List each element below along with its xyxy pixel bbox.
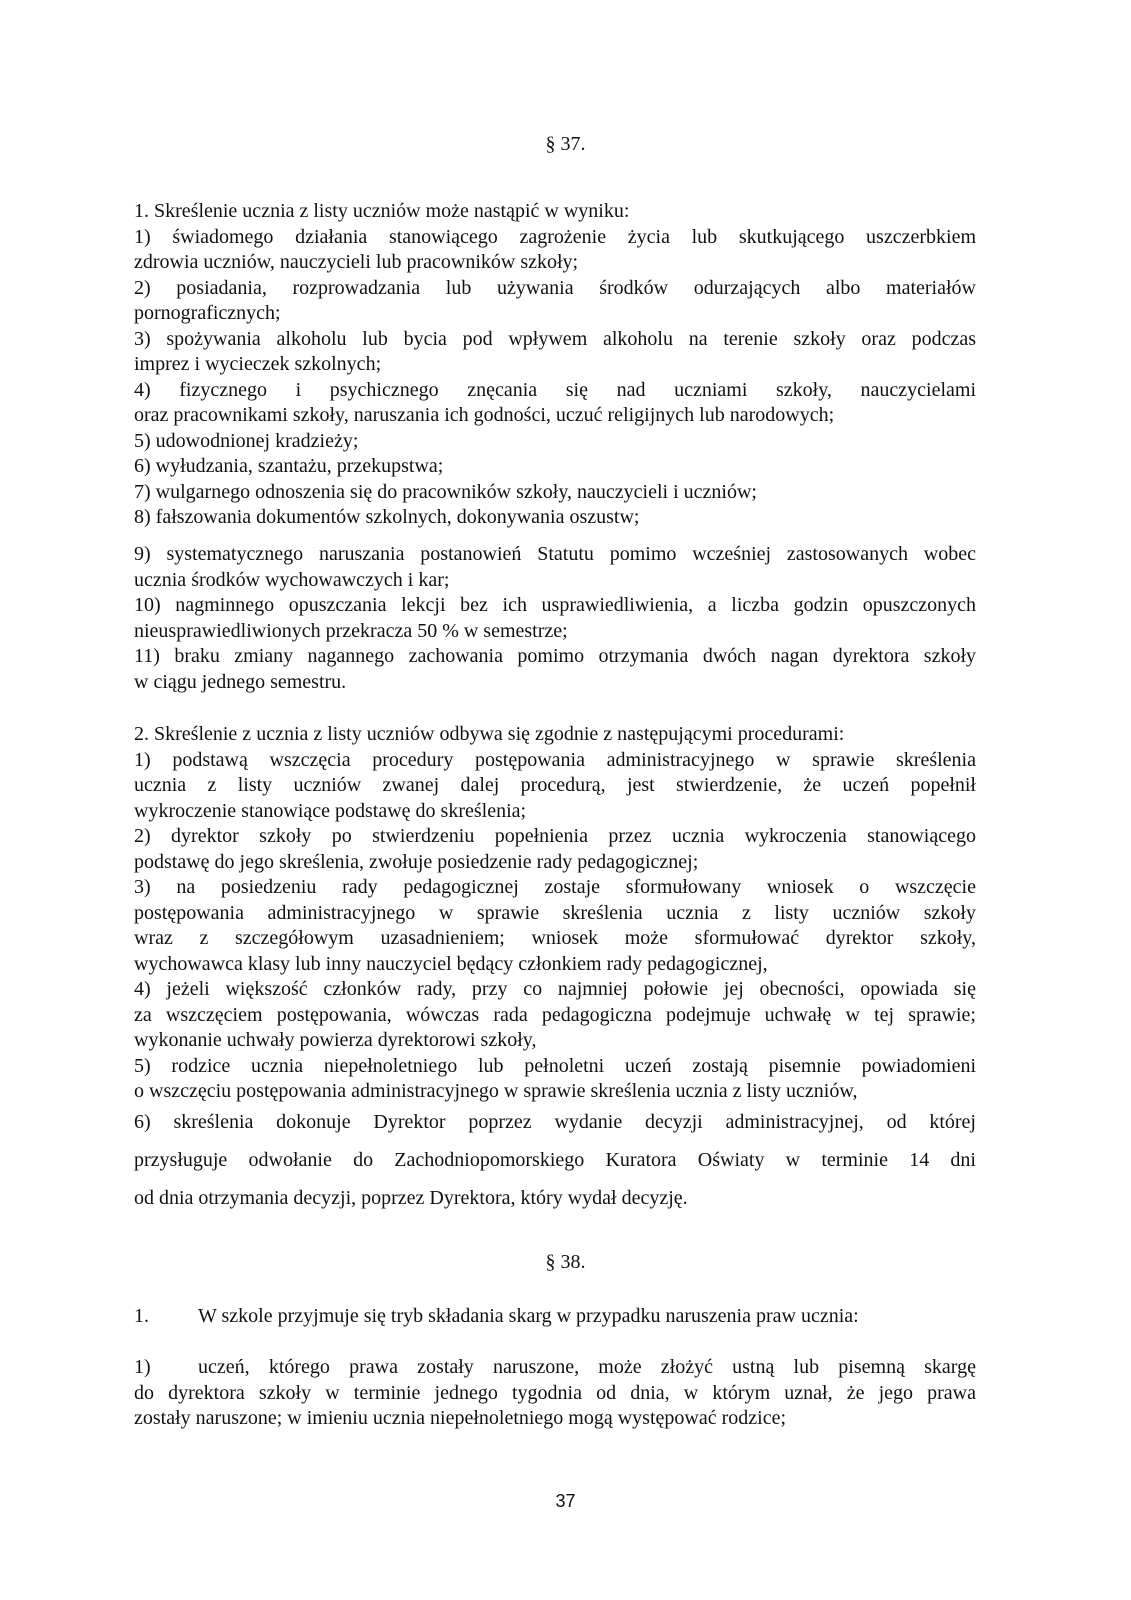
text-line: nieusprawiedliwionych przekracza 50 % w semestrze;	[134, 619, 568, 642]
list-item	[134, 977, 976, 1054]
page-number: 37	[555, 1491, 576, 1511]
paragraph-text: W szkole przyjmuje się tryb składania skarg w przypadku naruszenia praw ucznia:	[198, 1305, 859, 1327]
text-line: 7) wulgarnego odnoszenia się do pracowników szkoły, nauczycieli i uczniów;	[134, 480, 757, 503]
text-line: wykonanie uchwały powierza dyrektorowi szkoły,	[134, 1029, 537, 1051]
item-number: 1)	[134, 1356, 151, 1378]
text-line: 1) świadomego działania stanowiącego zagrożenie życia lub skutkującego uszczerbkiem	[134, 225, 976, 248]
text-line: 8) fałszowania dokumentów szkolnych, dokonywania oszustw;	[134, 506, 640, 528]
text-line: postępowania administracyjnego w sprawie skreślenia ucznia z listy uczniów szkoły	[134, 901, 976, 924]
text-line: 6) wyłudzania, szantażu, przekupstwa;	[134, 455, 444, 477]
text-line: o wszczęciu postępowania administracyjnego w sprawie skreślenia ucznia z listy uczniów,	[134, 1080, 858, 1102]
text-line: zdrowia uczniów, nauczycieli lub pracowników szkoły;	[134, 251, 579, 273]
text-line: 3) spożywania alkoholu lub bycia pod wpływem alkoholu na terenie szkoły oraz podczas	[134, 327, 976, 350]
text-line: wychowawca klasy lub inny nauczyciel będący członkiem rady pedagogicznej,	[134, 952, 768, 975]
section-37-heading: § 37.	[545, 133, 586, 155]
text-line: 10) nagminnego opuszczania lekcji bez ich usprawiedliwienia, a liczba godzin opuszczonych	[134, 594, 976, 616]
section-37-paragraph-1	[134, 199, 976, 531]
list-item	[134, 875, 976, 977]
list-item	[134, 505, 976, 531]
list-item	[134, 429, 976, 455]
section-38-heading: § 38.	[545, 1251, 586, 1273]
text-line: 5) rodzice ucznia niepełnoletniego lub pełnoletni uczeń zostają pisemnie powiadomieni	[134, 1054, 976, 1077]
text-line: imprez i wycieczek szkolnych;	[134, 353, 382, 375]
text-line: wykroczenie stanowiące podstawę do skreślenia;	[134, 799, 527, 822]
list-item	[134, 542, 976, 593]
text-line: 6) skreślenia dokonuje Dyrektor poprzez wydanie decyzji administracyjnej, od której	[134, 1111, 976, 1133]
paragraph-intro: 1. Skreślenie ucznia z listy uczniów może nastąpić w wyniku:	[134, 200, 630, 222]
list-item	[134, 276, 976, 327]
text-line: pornograficznych;	[134, 302, 281, 324]
list-item	[134, 454, 976, 480]
text-line: 4) jeżeli większość członków rady, przy co najmniej połowie jej obecności, opowiada się	[134, 978, 976, 1000]
section-38-item-1	[134, 1355, 976, 1432]
text-line: oraz pracownikami szkoły, naruszania ich godności, uczuć religijnych lub narodowych;	[134, 404, 835, 426]
text-line: 2) posiadania, rozprowadzania lub używania środków odurzających albo materiałów	[134, 276, 976, 299]
text-line: przysługuje odwołanie do Zachodniopomorskiego Kuratora Oświaty w terminie 14 dni	[134, 1149, 976, 1171]
text-line: 4) fizycznego i psychicznego znęcania się nad uczniami szkoły, nauczycielami	[134, 378, 976, 401]
item-text: uczeń, którego prawa zostały naruszone, może złożyć ustną lub pisemną skargę	[198, 1356, 976, 1378]
text-line: ucznia środków wychowawczych i kar;	[134, 568, 450, 591]
text-line: od dnia otrzymania decyzji, poprzez Dyrektora, który wydał decyzję.	[134, 1187, 688, 1209]
list-item	[134, 593, 976, 644]
text-line: 11) braku zmiany nagannego zachowania pomimo otrzymania dwóch nagan dyrektora szkoły	[134, 645, 976, 667]
text-line: w ciągu jednego semestru.	[134, 670, 347, 693]
list-item	[134, 225, 976, 276]
paragraph-number: 1.	[134, 1305, 149, 1327]
text-line: zostały naruszone; w imieniu ucznia niepełnoletniego mogą występować rodzice;	[134, 1407, 787, 1429]
list-item	[134, 824, 976, 875]
list-item	[134, 748, 976, 825]
list-item	[134, 327, 976, 378]
list-item	[134, 378, 976, 429]
text-line: 2) dyrektor szkoły po stwierdzeniu popełnienia przez ucznia wykroczenia stanowiącego	[134, 825, 976, 847]
section-37-paragraph-2	[134, 722, 976, 1105]
section-37-paragraph-2-item-6	[134, 1103, 976, 1217]
text-line: ucznia z listy uczniów zwanej dalej procedurą, jest stwierdzenie, że uczeń popełnił	[134, 774, 976, 796]
text-line: 1) podstawą wszczęcia procedury postępowania administracyjnego w sprawie skreślenia	[134, 748, 976, 771]
text-line: 5) udowodnionej kradzieży;	[134, 429, 359, 452]
text-line: do dyrektora szkoły w terminie jednego tygodnia od dnia, w którym uznał, że jego prawa	[134, 1381, 976, 1404]
section-37-paragraph-1-continued	[134, 542, 976, 695]
text-line: 3) na posiedzeniu rady pedagogicznej zostaje sformułowany wniosek o wszczęcie	[134, 876, 976, 898]
text-line: wraz z szczegółowym uzasadnieniem; wniosek może sformułować dyrektor szkoły,	[134, 927, 976, 949]
text-line: podstawę do jego skreślenia, zwołuje posiedzenie rady pedagogicznej;	[134, 850, 699, 873]
list-item	[134, 480, 976, 506]
list-item	[134, 644, 976, 695]
section-38-paragraph-1	[134, 1304, 976, 1330]
text-line: 9) systematycznego naruszania postanowień Statutu pomimo wcześniej zastosowanych wobec	[134, 543, 976, 565]
list-item	[134, 1054, 976, 1105]
text-line: za wszczęciem postępowania, wówczas rada pedagogiczna podejmuje uchwałę w tej sprawie;	[134, 1003, 976, 1026]
paragraph-intro: 2. Skreślenie z ucznia z listy uczniów odbywa się zgodnie z następującymi procedurami:	[134, 723, 845, 745]
text-line	[134, 1355, 976, 1381]
